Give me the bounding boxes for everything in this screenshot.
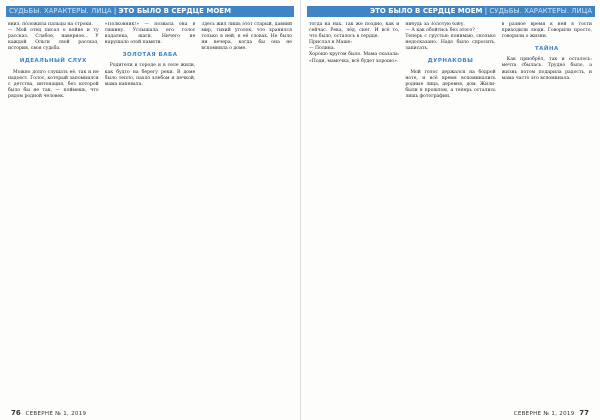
left-header-separator: |: [113, 7, 117, 15]
right-col1-text: тогда на Вах. Так же поздно, как и сейчас. Река, лёд, снег. И всё то, что было, осталось в сердце. Прислал к Маше: — Полина. Хорошо кругом было. Мама сказала: «Поди, мамочка, всё будет хорошо».: [309, 22, 400, 64]
right-col3-text: в разное время к ней в гости приходили люди. Говорили просто, говорили о жизни.: [501, 22, 592, 40]
left-col1-text-2: Можно долго слушать её, так и не надоест. Голос, который запомнился с детства, интонация, без которой было бы не так, — поймешь, что рядом родной человек.: [8, 69, 99, 99]
left-col2-text: «Полковник!» — позвала она в тишину. Услышала его голос издалека, шаги. Ничего не нарушало этой памяти.: [104, 22, 196, 46]
right-page: [300, 0, 600, 420]
left-page-columns: [8, 22, 292, 406]
left-page-header: [6, 6, 294, 17]
right-header-section: СУДЬБЫ. ХАРАКТЕРЫ. ЛИЦА: [489, 7, 592, 15]
section-heading-tayna: ТАЙНА: [534, 46, 559, 53]
section-heading-ideal-hearing: ИДЕАЛЬНЫЙ СЛУХ: [19, 58, 87, 65]
right-page-columns: [309, 22, 592, 406]
left-column-3: [201, 22, 292, 406]
right-column-3: [502, 22, 592, 406]
right-page-header: [307, 6, 595, 17]
left-column-2: [105, 22, 196, 406]
left-page-footer: [8, 409, 86, 417]
left-col1-text: вниз, положила пальцы на строки. — Мой отец писал о войне и ту рассказ. Слабое, наверное... У каждой Ольги свой рассказ, история, своя судьба.: [8, 22, 99, 52]
right-column-1: [309, 22, 399, 406]
right-header-separator: |: [484, 7, 488, 15]
section-heading-golden-baba: ЗОЛОТАЯ БАБА: [122, 52, 178, 59]
section-heading-durnakovy: ДУРНАКОВЫ: [427, 58, 474, 65]
left-col3-text: Здесь жил лишь этот старый, давний мир, тихий уголок, что хранился только в ней, в её словах. Не было ни вечера, когда бы она не вспомнила о доме.: [201, 22, 293, 52]
left-column-1: [8, 22, 99, 406]
right-column-2: [405, 22, 495, 406]
right-col2-text-2: Мой голос держался на бодрой ноте, и всё время вспоминались родные лица, деревня, дом. Жили-были в прошлом, а теперь остались лишь фотографии.: [405, 69, 496, 99]
left-header-section: СУДЬБЫ. ХАРАКТЕРЫ. ЛИЦА: [9, 7, 112, 15]
right-col2-text: нибудь за Золотую бабу. — А как обойтись без этого? Теперь с грустью понимаю, сколько недосказано. Надо было спросить, записать.: [405, 22, 496, 52]
right-page-number: 77: [579, 409, 589, 417]
left-col2-text-2: Родители в городе и в селе жили, как будто на берегу реки. В доме было тепло, пахло хлебом и печкой, мама напевала.: [104, 63, 196, 87]
left-page-number: 76: [11, 409, 21, 417]
right-header-title: ЭТО БЫЛО В СЕРДЦЕ МОЕМ: [369, 7, 483, 15]
left-magazine-name: СЕВЕРНЕ № 1, 2019: [25, 411, 87, 417]
right-magazine-name: СЕВЕРНЕ № 1, 2019: [513, 411, 575, 417]
left-header-title: ЭТО БЫЛО В СЕРДЦЕ МОЕМ: [118, 7, 232, 15]
right-page-footer: [514, 409, 592, 417]
right-col3-text-2: Как приобрёл, так и осталось: мечта сбылась. Трудно было, а жизнь потом подарила радость, и мама часто это вспоминала.: [501, 57, 592, 81]
